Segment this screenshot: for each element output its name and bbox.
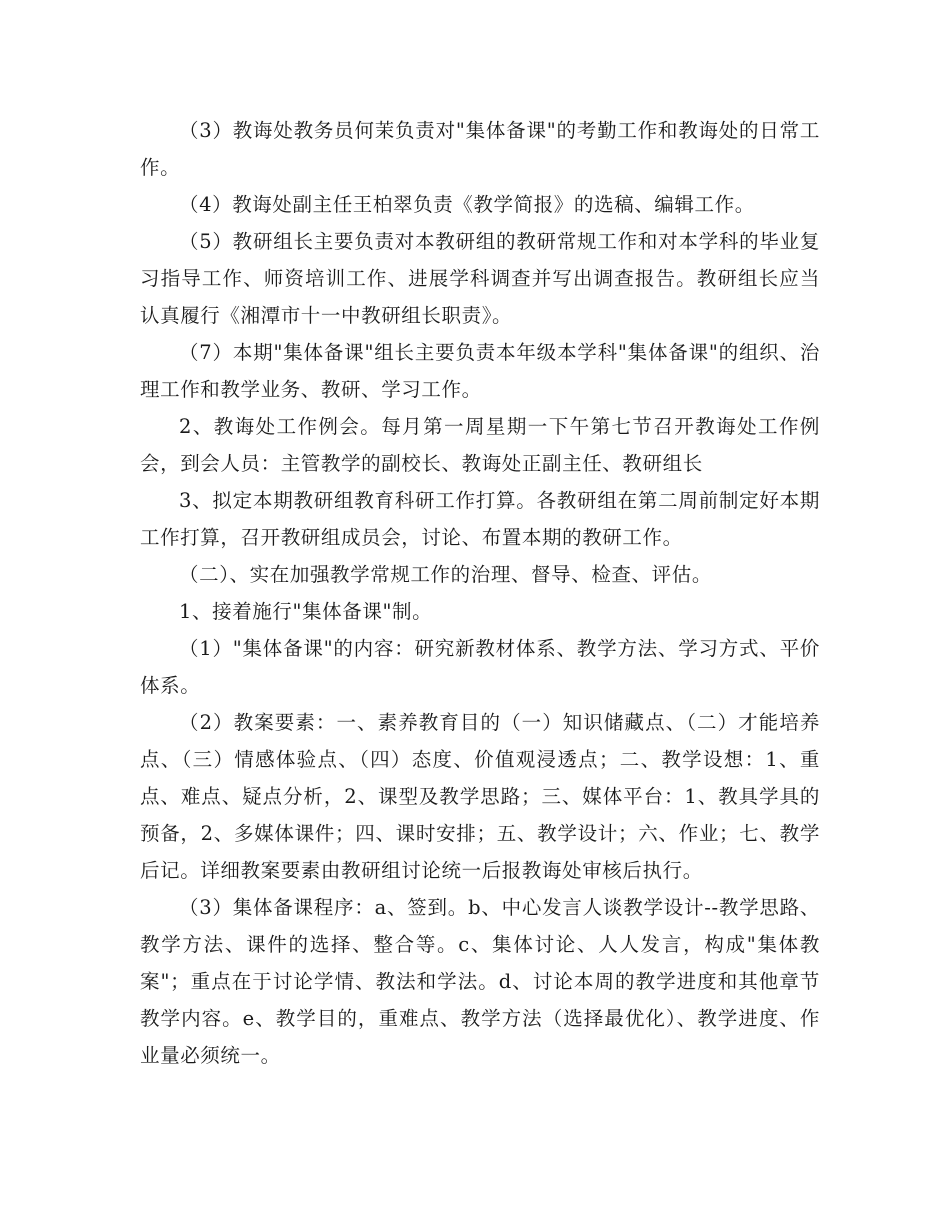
paragraph-attendance-duty: （3）教诲处教务员何茉负责对"集体备课"的考勤工作和教诲处的日常工作。 (140, 119, 820, 179)
paragraph-lesson-prep-leader: （7）本期"集体备课"组长主要负责本年级本学科"集体备课"的组织、治理工作和教学业务、教研、学习工作。 (140, 341, 820, 401)
paragraph-group-leader-duty: （5）教研组长主要负责对本教研组的教研常规工作和对本学科的毕业复习指导工作、师资培训工作、进展学科调查并写出调查报告。教研组长应当认真履行《湘潭市十一中教研组长职责》。 (140, 230, 820, 327)
paragraph-teaching-bulletin: （4）教诲处副主任王柏翠负责《教学简报》的选稿、编辑工作。 (179, 193, 755, 216)
paragraph-prep-content: （1）"集体备课"的内容：研究新教材体系、教学方法、学习方式、平价体系。 (140, 637, 820, 697)
paragraph-research-plan: 3、拟定本期教研组教育科研工作打算。各教研组在第二周前制定好本期工作打算，召开教研组成员会，讨论、布置本期的教研工作。 (140, 489, 820, 549)
paragraph-lesson-plan-elements: （2）教案要素：一、素养教育目的（一）知识储藏点、（二）才能培养点、（三）情感体验点、（四）态度、价值观浸透点；二、教学设想：1、重点、难点、疑点分析，2、课型及教学思路；三、媒体平台：1、教具学具的预备，2、多媒体课件；四、课时安排；五、教学设计；六、作业；七、教学后记。详细教案要素由教研组讨论统一后报教诲处审核后执行。 (140, 711, 820, 882)
paragraph-work-meeting: 2、教诲处工作例会。每月第一周星期一下午第七节召开教诲处工作例会，到会人员：主管教学的副校长、教诲处正副主任、教研组长 (140, 415, 820, 475)
document-body (140, 112, 820, 1074)
paragraph-prep-procedure: （3）集体备课程序：a、签到。b、中心发言人谈教学设计--教学思路、教学方法、课件的选择、整合等。c、集体讨论、人人发言，构成"集体教案"；重点在于讨论学情、教法和学法。d、讨论本周的教学进度和其他章节教学内容。e、教学目的，重难点、教学方法（选择最优化）、教学进度、作业量必须统一。 (140, 896, 820, 1067)
paragraph-collective-prep: 1、接着施行"集体备课"制。 (179, 600, 433, 623)
paragraph-section-heading: （二）、实在加强教学常规工作的治理、督导、检查、评估。 (179, 563, 712, 586)
